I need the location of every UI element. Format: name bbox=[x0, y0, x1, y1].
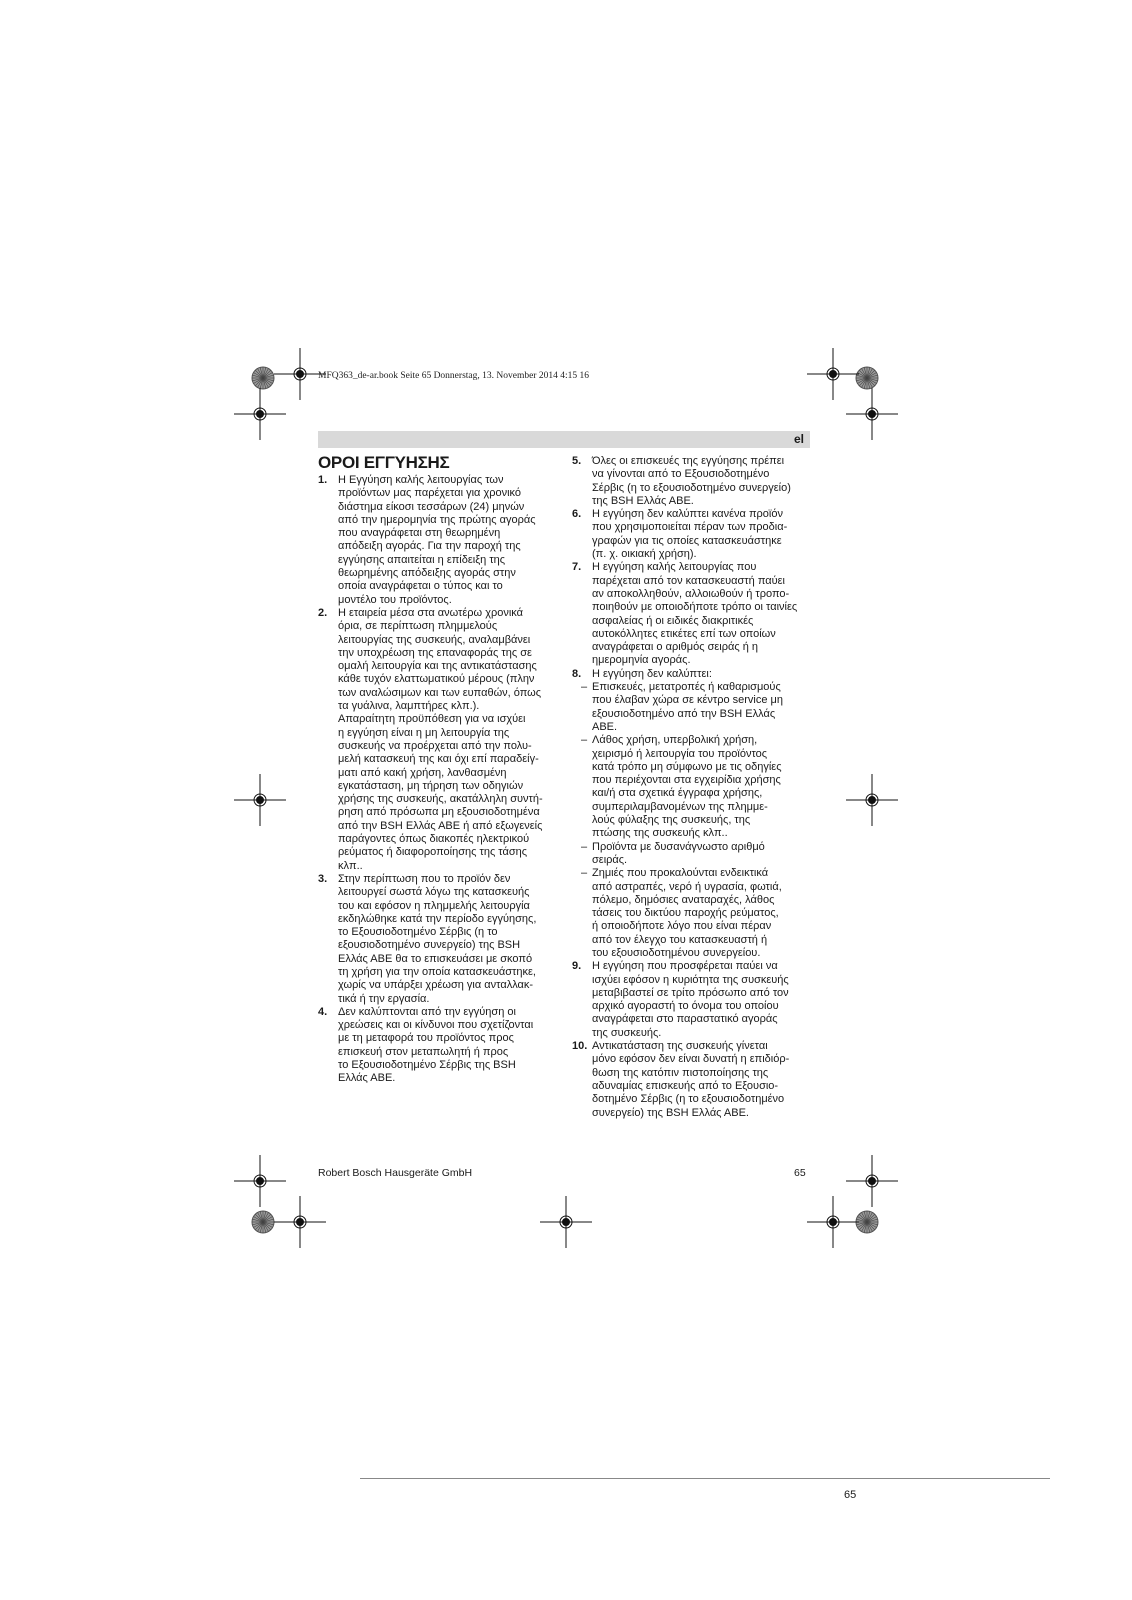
text-line: εκδηλώθηκε κατά την περίοδο εγγύησης, bbox=[338, 912, 537, 925]
text-line: ομαλή λειτουργία και της αντικατάστασης bbox=[338, 660, 537, 673]
text-line: από τον έλεγχο του κατασκευαστή ή bbox=[592, 933, 768, 946]
text-line: χειρισμό ή λειτουργία του προϊόντος bbox=[592, 747, 768, 760]
warranty-clause bbox=[572, 508, 812, 561]
text-line: κλπ.. bbox=[338, 859, 363, 872]
text-line: την υποχρέωση της επαναφοράς της σε bbox=[338, 646, 532, 659]
text-line: Σέρβις (η το εξουσιοδοτημένο συνεργείο) bbox=[592, 481, 791, 494]
text-line: αναγράφεται ο αριθμός σειράς ή η bbox=[592, 641, 758, 654]
text-line: ΑΒΕ. bbox=[592, 720, 618, 733]
warranty-clause bbox=[572, 561, 812, 667]
footer-company: Robert Bosch Hausgeräte GmbH bbox=[318, 1167, 473, 1179]
language-band bbox=[318, 431, 810, 448]
warranty-clause bbox=[572, 455, 812, 508]
page-title: ΟΡΟΙ ΕΓΓΥΗΣΗΣ bbox=[318, 453, 450, 472]
text-line: και/ή στα σχετικά έγγραφα χρήσης, bbox=[592, 787, 763, 800]
text-line: συμπεριλαμβανομένων της πλημμε- bbox=[592, 800, 768, 813]
text-line: Αντικατάσταση της συσκευής γίνεται bbox=[592, 1040, 768, 1053]
text-line: Η εγγύηση καλής λειτουργίας που bbox=[592, 561, 757, 574]
text-line: που αναγράφεται στη θεωρημένη bbox=[338, 527, 501, 540]
warranty-clause bbox=[318, 873, 560, 1006]
text-line: Όλες οι επισκευές της εγγύησης πρέπει bbox=[592, 455, 785, 467]
text-line: θωση της κατόπιν πιστοποίησης της bbox=[592, 1066, 769, 1079]
text-line: τα γυάλινα, λαμπτήρες κλπ.). bbox=[338, 700, 480, 713]
exclusion-item bbox=[572, 681, 812, 734]
text-line: Η εγγύηση δεν καλύπτει: bbox=[592, 667, 712, 680]
dash-marker: – bbox=[581, 840, 588, 853]
text-line: θεωρημένης απόδειξης αγοράς στην bbox=[338, 567, 516, 580]
text-line: παράγοντες όπως διακοπές ηλεκτρικού bbox=[338, 833, 530, 846]
text-line: Επισκευές, μετατροπές ή καθαρισμούς bbox=[592, 681, 781, 694]
text-line: που περιέχονται στα εγχειρίδια χρήσης bbox=[592, 774, 781, 787]
text-line: κατά τρόπο μη σύμφωνο με τις οδηγίες bbox=[592, 760, 782, 773]
text-line: ισχύει εφόσον η κυριότητα της συσκευής bbox=[592, 973, 789, 986]
clause-number: 1. bbox=[318, 474, 328, 486]
text-line: αναγράφεται στο παραστατικό αγοράς bbox=[592, 1013, 778, 1026]
clause-number: 10. bbox=[572, 1040, 588, 1053]
warranty-clause bbox=[318, 474, 560, 607]
left-column bbox=[318, 474, 560, 1086]
dash-marker: – bbox=[581, 734, 588, 747]
exclusion-item bbox=[572, 734, 812, 840]
text-line: ποιηθούν με οποιοδήποτε τρόπο οι ταινίες bbox=[592, 601, 798, 614]
text-line: εγκατάσταση, μη τήρηση των οδηγιών bbox=[338, 779, 524, 792]
text-line: ημερομηνία αγοράς. bbox=[592, 654, 691, 667]
warranty-clause bbox=[572, 960, 812, 1040]
text-line: της BSH Ελλάς ΑΒΕ. bbox=[592, 494, 694, 507]
exclusion-item bbox=[572, 841, 812, 868]
text-line: ματι από κακή χρήση, λανθασμένη bbox=[338, 766, 507, 779]
text-line: Η Εγγύηση καλής λειτουργίας των bbox=[338, 474, 504, 486]
text-line: λειτουργεί σωστά λόγω της κατασκευής bbox=[338, 886, 530, 899]
text-line: μελή κατασκευή της και όχι επί παραδείγ- bbox=[338, 753, 539, 766]
bottom-rule bbox=[360, 1478, 1050, 1479]
text-line: Ελλάς ΑΒΕ. bbox=[338, 1072, 396, 1085]
warranty-clause bbox=[572, 668, 812, 681]
clause-number: 9. bbox=[572, 960, 582, 973]
text-line: Η εγγύηση δεν καλύπτει κανένα προϊόν bbox=[592, 508, 783, 521]
book-slug: MFQ363_de-ar.book Seite 65 Donnerstag, 13. November 2014 4:15 16 bbox=[318, 371, 589, 381]
text-line: Η εγγύηση που προσφέρεται παύει να bbox=[592, 960, 778, 973]
text-line: των αναλώσιμων και των ευπαθών, όπως bbox=[338, 686, 542, 699]
text-line: τη χρήση για την οποία κατασκευάστηκε, bbox=[338, 965, 536, 978]
text-line: πτώσης της συσκευής κλπ.. bbox=[592, 827, 728, 840]
text-line: να γίνονται από το Εξουσιοδοτημένο bbox=[592, 468, 770, 481]
text-line: εξουσιοδοτημένο από την BSH Ελλάς bbox=[592, 707, 776, 720]
warranty-clause bbox=[572, 1040, 812, 1120]
text-line: τάσεις του δικτύου παροχής ρεύματος, bbox=[592, 907, 779, 920]
clause-number: 3. bbox=[318, 872, 328, 885]
text-line: που χρησιμοποιείται πέραν των προδια- bbox=[592, 521, 788, 534]
text-line: αυτοκόλλητες ετικέτες επί των οποίων bbox=[592, 627, 776, 640]
text-line: χρεώσεις και οι κίνδυνοι που σχετίζονται bbox=[338, 1019, 534, 1032]
text-line: λούς φύλαξης της συσκευής, της bbox=[592, 814, 751, 827]
warranty-clause bbox=[318, 1006, 560, 1086]
text-line: το Εξουσιοδοτημένο Σέρβις της BSH bbox=[338, 1059, 516, 1072]
text-line: χωρίς να υπάρξει χρέωση για ανταλλακ- bbox=[338, 979, 534, 992]
bottom-page-number: 65 bbox=[844, 1489, 857, 1501]
text-line: παρέχεται από τον κατασκευαστή παύει bbox=[592, 574, 785, 587]
text-line: από αστραπές, νερό ή υγρασία, φωτιά, bbox=[592, 880, 782, 893]
text-line: ή οποιοδήποτε λόγο που είναι πέραν bbox=[592, 920, 772, 933]
text-line: μόνο εφόσον δεν είναι δυνατή η επιδιόρ- bbox=[592, 1053, 790, 1066]
text-line: Στην περίπτωση που το προϊόν δεν bbox=[338, 872, 511, 885]
warranty-clause bbox=[318, 607, 560, 873]
clause-number: 7. bbox=[572, 561, 582, 574]
text-line: κάθε τυχόν ελαττωματικού μέρους (πλην bbox=[338, 673, 535, 686]
text-line: της συσκευής. bbox=[592, 1026, 662, 1039]
text-line: απόδειξη αγοράς. Για την παροχή της bbox=[338, 540, 521, 553]
text-line: όρια, σε περίπτωση πλημμελούς bbox=[338, 620, 498, 633]
text-line: συνεργείο) της BSH Ελλάς ΑΒΕ. bbox=[592, 1106, 749, 1119]
text-line: το Εξουσιοδοτημένο Σέρβις (η το bbox=[338, 926, 498, 939]
text-line: εξουσιοδοτημένο συνεργείο) της BSH bbox=[338, 939, 521, 952]
exclusion-item bbox=[572, 867, 812, 960]
text-line: Δεν καλύπτονται από την εγγύηση οι bbox=[338, 1005, 516, 1018]
text-line: Ζημιές που προκαλούνται ενδεικτικά bbox=[592, 867, 769, 880]
text-line: του και εφόσον η πλημμελής λειτουργία bbox=[338, 899, 530, 912]
text-line: του εξουσιοδοτημένου συνεργείου. bbox=[592, 946, 761, 959]
text-line: μεταβιβαστεί σε τρίτο πρόσωπο από τον bbox=[592, 986, 789, 999]
text-line: Ελλάς ΑΒΕ θα το επισκευάσει με σκοπό bbox=[338, 952, 533, 965]
text-line: που έλαβαν χώρα σε κέντρο service μη bbox=[592, 694, 783, 707]
language-tag: el bbox=[793, 432, 804, 446]
text-line: από την ημερομηνία της πρώτης αγοράς bbox=[338, 513, 536, 526]
clause-number: 6. bbox=[572, 508, 582, 521]
dash-marker: – bbox=[581, 681, 588, 694]
text-line: σειράς. bbox=[592, 853, 628, 866]
text-line: Η εταιρεία μέσα στα ανωτέρω χρονικά bbox=[338, 606, 524, 619]
text-line: ασφαλείας ή οι ειδικές διακριτικές bbox=[592, 614, 754, 627]
text-line: χρήσης της συσκευής, ακατάλληλη συντή- bbox=[338, 793, 543, 806]
text-line: γραφών για τις οποίες κατασκευάστηκε bbox=[592, 534, 782, 547]
text-line: Απαραίτητη προϋπόθεση για να ισχύει bbox=[338, 713, 526, 726]
text-line: Λάθος χρήση, υπερβολική χρήση, bbox=[592, 734, 758, 747]
text-line: προϊόντων μας παρέχεται για χρονικό bbox=[338, 487, 522, 500]
text-line: επισκευή στον μεταπωλητή ή προς bbox=[338, 1045, 509, 1058]
text-line: ρεύματος ή διαφοροποίησης της τάσης bbox=[338, 846, 528, 859]
clause-number: 2. bbox=[318, 606, 328, 619]
text-line: δοτημένο Σέρβις (η το εξουσιοδοτημένο bbox=[592, 1093, 785, 1106]
text-line: μοντέλο του προϊόντος. bbox=[338, 593, 452, 606]
dash-marker: – bbox=[581, 867, 588, 880]
text-line: διάστημα είκοσι τεσσάρων (24) μηνών bbox=[338, 500, 525, 513]
text-line: οποία αναγράφεται ο τύπος και το bbox=[338, 580, 503, 593]
text-line: αν αποκολληθούν, αλλοιωθούν ή τροπο- bbox=[592, 587, 790, 600]
text-line: τικά ή την εργασία. bbox=[338, 992, 430, 1005]
text-line: συσκευής να προέρχεται από την πολυ- bbox=[338, 739, 532, 752]
text-line: εγγύησης απαιτείται η επίδειξη της bbox=[338, 553, 506, 566]
clause-number: 8. bbox=[572, 667, 582, 680]
footer-page-number: 65 bbox=[794, 1167, 806, 1179]
text-line: ρηση από πρόσωπα μη εξουσιοδοτημένα bbox=[338, 806, 540, 819]
text-line: από την BSH Ελλάς ΑΒΕ ή από εξωγενείς bbox=[338, 819, 543, 832]
clause-number: 4. bbox=[318, 1005, 328, 1018]
right-column bbox=[572, 455, 812, 1120]
text-line: με τη μεταφορά του προϊόντος προς bbox=[338, 1032, 514, 1045]
text-line: λειτουργίας της συσκευής, αναλαμβάνει bbox=[338, 633, 531, 646]
text-line: Προϊόντα με δυσανάγνωστο αριθμό bbox=[592, 840, 765, 853]
clause-number: 5. bbox=[572, 455, 582, 467]
text-line: (π. χ. οικιακή χρήση). bbox=[592, 548, 697, 561]
text-line: αρχικό αγοραστή το όνομα του οποίου bbox=[592, 1000, 779, 1013]
text-line: πόλεμο, δημόσιες αναταραχές, λάθος bbox=[592, 893, 775, 906]
text-line: αδυναμίας επισκευής από το Εξουσιο- bbox=[592, 1079, 779, 1092]
text-line: η εγγύηση είναι η μη λειτουργία της bbox=[338, 726, 510, 739]
